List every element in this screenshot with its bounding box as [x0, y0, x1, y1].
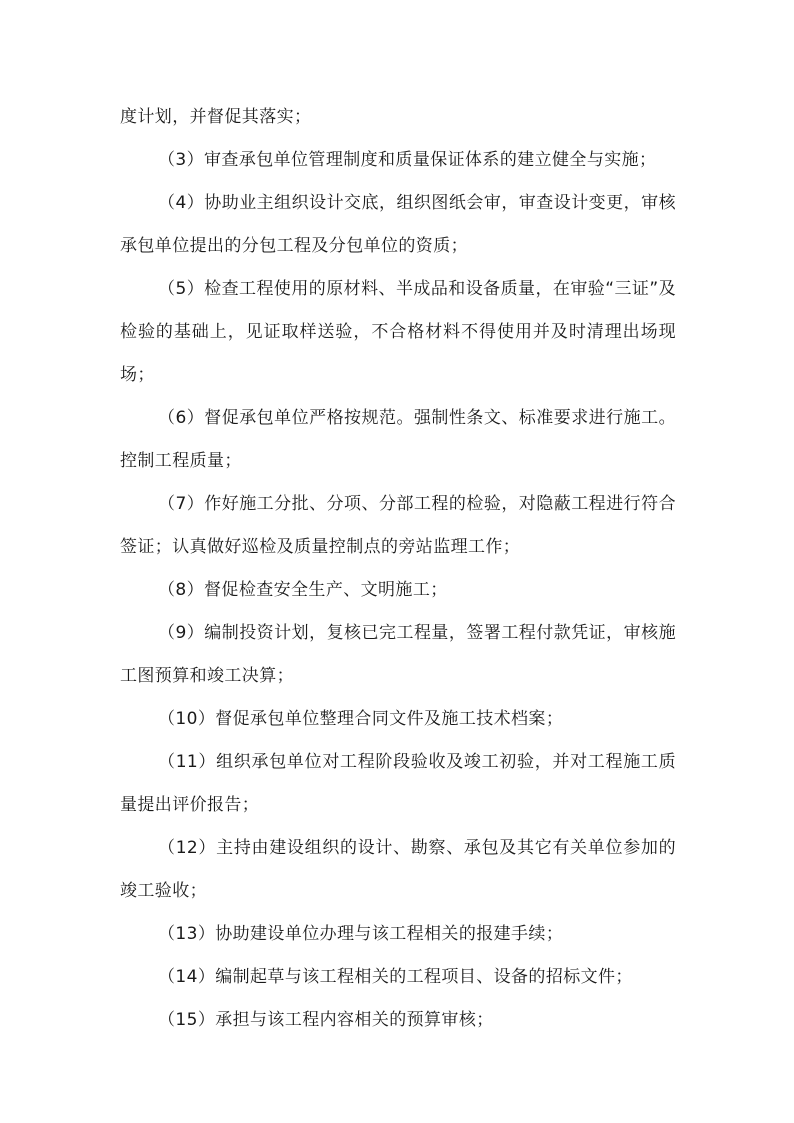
paragraph-item-13: （13）协助建设单位办理与该工程相关的报建手续；	[158, 924, 564, 944]
paragraph-item-3: （3）审查承包单位管理制度和质量保证体系的建立健全与实施；	[158, 150, 657, 170]
paragraph-item-6: （6）督促承包单位严格按规范。强制性条文、标准要求进行施工。控制工程质量；	[120, 408, 676, 471]
paragraph-item-15: （15）承担与该工程内容相关的预算审核；	[158, 1010, 494, 1030]
paragraph-item-5: （5）检查工程使用的原材料、半成品和设备质量，在审验“三证”及检验的基础上，见证取样送验，不合格材料不得使用并及时清理出场现场；	[120, 279, 676, 385]
paragraph-continuation: 度计划，并督促其落实；	[120, 107, 312, 127]
paragraph-item-14: （14）编制起草与该工程相关的工程项目、设备的招标文件；	[158, 967, 633, 987]
paragraph-item-9: （9）编制投资计划，复核已完工程量，签署工程付款凭证，审核施工图预算和竣工决算；	[120, 623, 676, 686]
paragraph-item-10: （10）督促承包单位整理合同文件及施工技术档案；	[158, 709, 564, 729]
paragraph-item-4: （4）协助业主组织设计交底，组织图纸会审，审查设计变更，审核承包单位提出的分包工程及分包单位的资质；	[120, 193, 676, 256]
document-body	[120, 96, 676, 1042]
paragraph-item-12: （12）主持由建设组织的设计、勘察、承包及其它有关单位参加的竣工验收；	[120, 838, 676, 901]
paragraph-item-8: （8）督促检查安全生产、文明施工；	[158, 580, 448, 600]
paragraph-item-11: （11）组织承包单位对工程阶段验收及竣工初验，并对工程施工质量提出评价报告；	[120, 752, 676, 815]
paragraph-item-7: （7）作好施工分批、分项、分部工程的检验，对隐蔽工程进行符合签证；认真做好巡检及质量控制点的旁站监理工作；	[120, 494, 676, 557]
